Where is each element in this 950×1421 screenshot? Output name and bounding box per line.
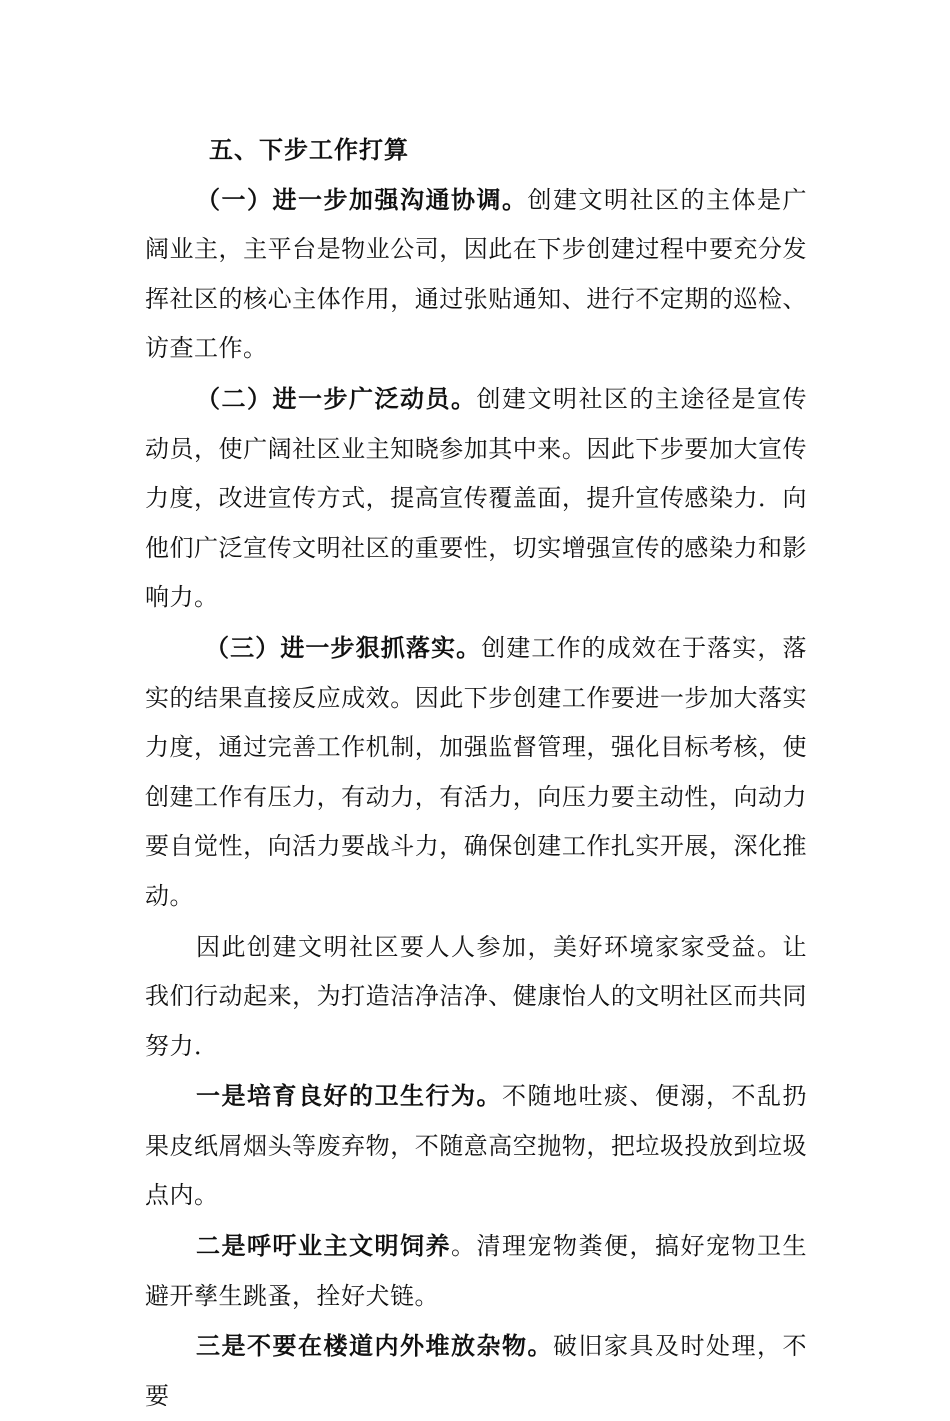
document-page [145,125,807,1421]
paragraph-implementation [145,623,807,922]
paragraph-hallway [145,1321,807,1421]
paragraph-lead: 一是培育良好的卫生行为。 [196,1081,502,1111]
paragraph-body: 创建文明社区的主体是广阔业主，主平台是物业公司，因此在下步创建过程中要充分发挥社区的核心主体作用，通过张贴通知、进行不定期的巡检、访查工作。 [145,185,807,363]
paragraph-communication [145,175,807,374]
paragraph-body: 破旧家具及时处理，不要 [145,1332,807,1410]
paragraph-lead: （一）进一步加强沟通协调。 [196,184,528,214]
paragraph-body: 创建文明社区的主途径是宣传动员，使广阔社区业主知晓参加其中来。因此下步要加大宣传力度，改进宣传方式，提高宣传覆盖面，提升宣传感染力．向他们广泛宣传文明社区的重要性，切实增强宣传的感染力和影响力。 [145,384,807,612]
section-heading: 五、下步工作打算 [209,135,409,164]
paragraph-body: 。清理宠物粪便，搞好宠物卫生避开孳生跳蚤，拴好犬链。 [145,1232,807,1310]
paragraph-hygiene [145,1071,807,1221]
paragraph-lead: 三是不要在楼道内外堆放杂物。 [196,1331,553,1361]
paragraph-conclusion [145,922,807,1072]
paragraph-body: 因此创建文明社区要人人参加，美好环境家家受益。让我们行动起来，为打造洁净洁净、健康怡人的文明社区而共同努力． [145,932,807,1060]
paragraph-body: 不随地吐痰、便溺，不乱扔果皮纸屑烟头等废弃物，不随意高空抛物，把垃圾投放到垃圾点内。 [145,1082,807,1210]
paragraph-pets [145,1221,807,1321]
paragraph-mobilization [145,374,807,623]
paragraph-lead: 二是呼吁业主文明饲养 [196,1231,451,1261]
paragraph-lead: （三）进一步狠抓落实。 [205,632,482,662]
paragraph-body: 创建工作的成效在于落实，落实的结果直接反应成效。因此下步创建工作要进一步加大落实力度，通过完善工作机制，加强监督管理，强化目标考核，使创建工作有压力，有动力，有活力，向压力要主动性，向动力要自觉性，向活力要战斗力，确保创建工作扎实开展，深化推动。 [145,633,808,910]
paragraph-lead: （二）进一步广泛动员。 [196,383,477,413]
